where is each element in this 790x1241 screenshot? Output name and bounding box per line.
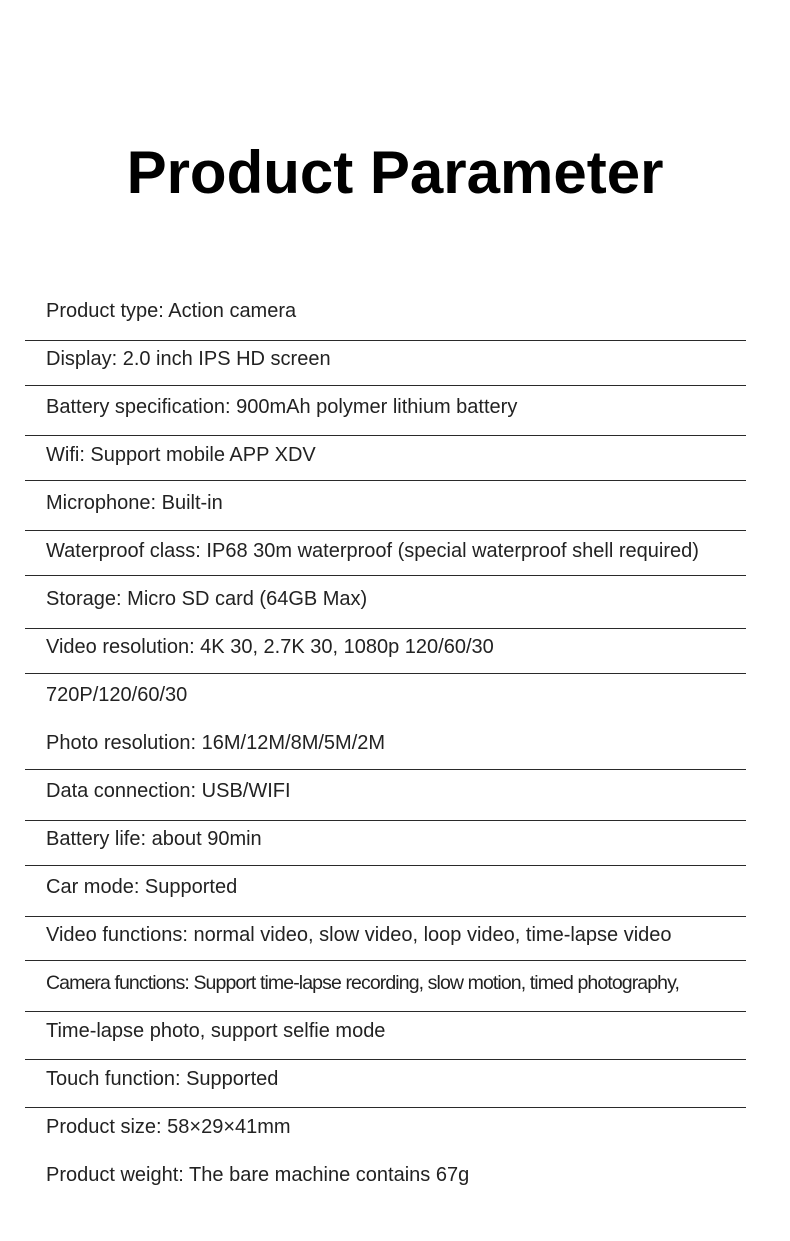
param-battery-life: Battery life: about 90min (46, 828, 262, 850)
row-divider (25, 673, 746, 674)
param-waterproof: Waterproof class: IP68 30m waterproof (special waterproof shell required) (46, 540, 699, 562)
row-divider (25, 960, 746, 961)
row-divider (25, 1059, 746, 1060)
param-product-type: Product type: Action camera (46, 300, 297, 322)
row-divider (25, 530, 746, 531)
param-wifi: Wifi: Support mobile APP XDV (46, 444, 316, 466)
row-divider (25, 865, 746, 866)
param-product-size: Product size: 58×29×41mm (46, 1116, 291, 1138)
row-divider (25, 820, 746, 821)
param-car-mode: Car mode: Supported (46, 876, 238, 898)
param-product-weight: Product weight: The bare machine contains 67g (46, 1164, 470, 1186)
row-divider (25, 1011, 746, 1012)
param-touch-function: Touch function: Supported (46, 1068, 279, 1090)
param-video-resolution-cont: 720P/120/60/30 (46, 684, 188, 706)
param-microphone: Microphone: Built-in (46, 492, 223, 514)
param-video-resolution: Video resolution: 4K 30, 2.7K 30, 1080p 120/60/30 (46, 636, 494, 658)
row-divider (25, 480, 746, 481)
row-divider (25, 769, 746, 770)
param-data-connection: Data connection: USB/WIFI (46, 780, 291, 802)
row-divider (25, 340, 746, 341)
param-camera-functions: Camera functions: Support time-lapse recording, slow motion, timed photography, (46, 972, 680, 994)
param-photo-resolution: Photo resolution: 16M/12M/8M/5M/2M (46, 732, 386, 754)
row-divider (25, 628, 746, 629)
row-divider (25, 916, 746, 917)
param-video-functions: Video functions: normal video, slow video, loop video, time-lapse video (46, 924, 672, 946)
page-title: Product Parameter (126, 139, 664, 206)
row-divider (25, 435, 746, 436)
row-divider (25, 575, 746, 576)
param-battery-spec: Battery specification: 900mAh polymer lithium battery (46, 396, 518, 418)
param-camera-functions-cont: Time-lapse photo, support selfie mode (46, 1020, 386, 1042)
row-divider (25, 385, 746, 386)
param-display: Display: 2.0 inch IPS HD screen (46, 348, 331, 370)
row-divider (25, 1107, 746, 1108)
param-storage: Storage: Micro SD card (64GB Max) (46, 588, 368, 610)
